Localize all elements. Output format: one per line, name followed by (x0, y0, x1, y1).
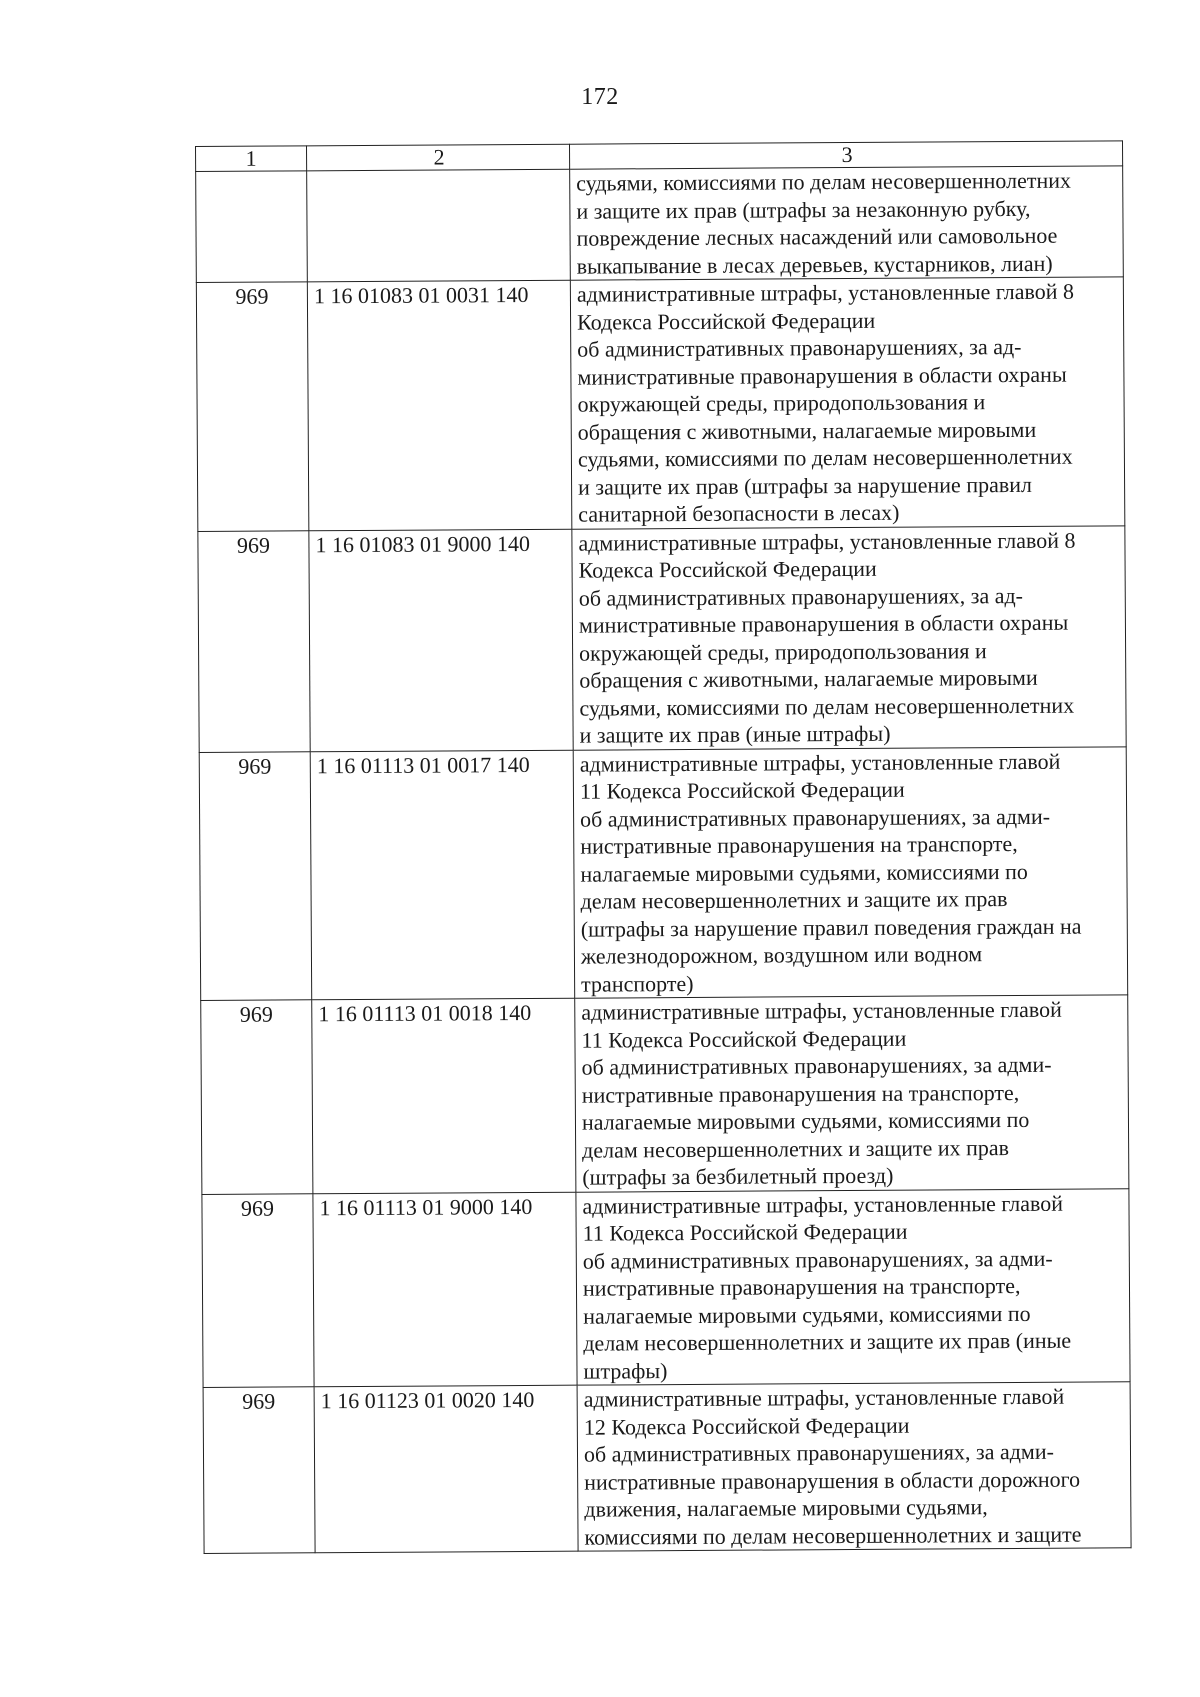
description-cell (570, 277, 1125, 529)
description-line: нистративные правонарушения в области дорожного (584, 1466, 1081, 1495)
description-line: министративные правонарушения в области охраны (577, 361, 1067, 390)
description-line: 11 Кодекса Российской Федерации (579, 776, 905, 804)
admin-code-cell: 969 (198, 530, 310, 752)
column-header-3: 3 (569, 141, 1122, 169)
description-line: об административных правонарушениях, за адми- (581, 1051, 1052, 1080)
description-line: и защите их прав (штрафы за нарушение правил (578, 471, 1033, 500)
description-line: об административных правонарушениях, за ад- (578, 582, 1024, 611)
description-line: транспорте) (581, 970, 694, 997)
description-line: налагаемые мировыми судьями, комиссиями по (583, 1300, 1031, 1329)
description-line: административные штрафы, установленные главой 8 (576, 278, 1075, 307)
description-cell (573, 746, 1128, 998)
description-line: об административных правонарушениях, за адми- (582, 1245, 1053, 1274)
description-cell (577, 1382, 1131, 1551)
description-line: штрафы) (583, 1357, 668, 1384)
description-line: железнодорожном, воздушном или водном (580, 941, 983, 969)
description-line: судьями, комиссиями по делам несовершеннолетних (579, 692, 1075, 721)
description-line: выкапывание в лесах деревьев, кустарников, лиан) (576, 250, 1053, 279)
description-cell (575, 995, 1129, 1192)
budget-code-cell: 1 16 01113 01 9000 140 (313, 1192, 577, 1387)
table-row (202, 1188, 1130, 1387)
description-line: санитарной безопасности в лесах) (578, 499, 900, 527)
description-line: министративные правонарушения в области охраны (578, 609, 1069, 638)
description-line: об административных правонарушениях, за адми- (583, 1438, 1054, 1467)
description-line: административные штрафы, установленные главой (583, 1383, 1065, 1412)
column-header-1: 1 (196, 146, 307, 172)
description-line: (штрафы за нарушение правил поведения граждан на (580, 913, 1082, 942)
table-row (196, 166, 1124, 283)
admin-code-cell: 969 (196, 282, 309, 531)
description-line: 12 Кодекса Российской Федерации (583, 1412, 910, 1440)
admin-code-cell (196, 171, 308, 283)
description-line: налагаемые мировыми судьями, комиссиями по (580, 858, 1028, 887)
description-line: окружающей среды, природопользования и (577, 389, 986, 417)
table-row (199, 746, 1128, 1000)
description-line: окружающей среды, природопользования и (579, 637, 987, 666)
admin-code-cell: 969 (201, 1000, 313, 1194)
budget-code-cell: 1 16 01123 01 0020 140 (314, 1385, 578, 1553)
description-line: Кодекса Российской Федерации (577, 307, 876, 335)
description-line: 11 Кодекса Российской Федерации (582, 1218, 908, 1246)
description-line: административные штрафы, установленные главой (582, 1190, 1064, 1219)
description-line: движения, налагаемые мировыми судьями, (584, 1494, 988, 1522)
table-row (203, 1382, 1131, 1554)
description-line: и защите их прав (иные штрафы) (579, 720, 891, 748)
description-line: административные штрафы, установленные главой (579, 748, 1061, 777)
admin-code-cell: 969 (199, 751, 312, 1000)
description-line: и защите их прав (штрафы за незаконную рубку, (576, 195, 1031, 224)
admin-code-cell: 969 (203, 1387, 315, 1554)
description-line: обращения с животными, налагаемые мировыми (577, 416, 1037, 445)
description-line: 11 Кодекса Российской Федерации (581, 1025, 907, 1053)
table-row (196, 277, 1125, 531)
description-line: об административных правонарушениях, за адми- (580, 803, 1051, 832)
description-cell (576, 1188, 1130, 1385)
description-line: обращения с животными, налагаемые мировыми (579, 664, 1038, 693)
description-line: нистративные правонарушения на транспорте, (581, 1079, 1020, 1108)
budget-codes-table (195, 140, 1132, 1554)
table-row (198, 525, 1126, 752)
description-line: судьями, комиссиями по делам несовершеннолетних (577, 443, 1073, 472)
description-line: административные штрафы, установленные главой (581, 996, 1062, 1025)
description-line: делам несовершеннолетних и защите их прав (580, 886, 1008, 914)
description-line: делам несовершеннолетних и защите их прав (иные (583, 1327, 1072, 1356)
description-line: повреждение лесных насаждений или самовольное (576, 222, 1058, 251)
page-number: 172 (581, 84, 619, 110)
budget-code-cell: 1 16 01113 01 0017 140 (310, 750, 575, 1000)
description-line: Кодекса Российской Федерации (578, 555, 877, 583)
description-line: об административных правонарушениях, за ад- (577, 333, 1022, 362)
budget-code-cell: 1 16 01083 01 0031 140 (307, 280, 572, 530)
description-line: судьями, комиссиями по делам несовершеннолетних (576, 167, 1072, 196)
budget-code-cell: 1 16 01083 01 9000 140 (309, 529, 573, 752)
description-cell (570, 166, 1124, 280)
budget-code-cell: 1 16 01113 01 0018 140 (312, 998, 576, 1193)
description-line: нистративные правонарушения на транспорте, (580, 830, 1018, 859)
description-line: административные штрафы, установленные главой 8 (578, 527, 1076, 556)
description-line: нистративные правонарушения на транспорте, (582, 1272, 1021, 1301)
description-line: (штрафы за безбилетный проезд) (582, 1162, 894, 1190)
admin-code-cell: 969 (202, 1193, 314, 1387)
column-header-2: 2 (307, 144, 570, 171)
description-cell (572, 525, 1126, 749)
description-line: налагаемые мировыми судьями, комиссиями по (581, 1106, 1030, 1135)
table-body (196, 166, 1131, 1554)
description-line: делам несовершеннолетних и защите их прав (582, 1134, 1010, 1163)
table-row (201, 995, 1129, 1194)
description-line: комиссиями по делам несовершеннолетних и защите (584, 1521, 1082, 1550)
budget-code-cell (307, 169, 571, 282)
